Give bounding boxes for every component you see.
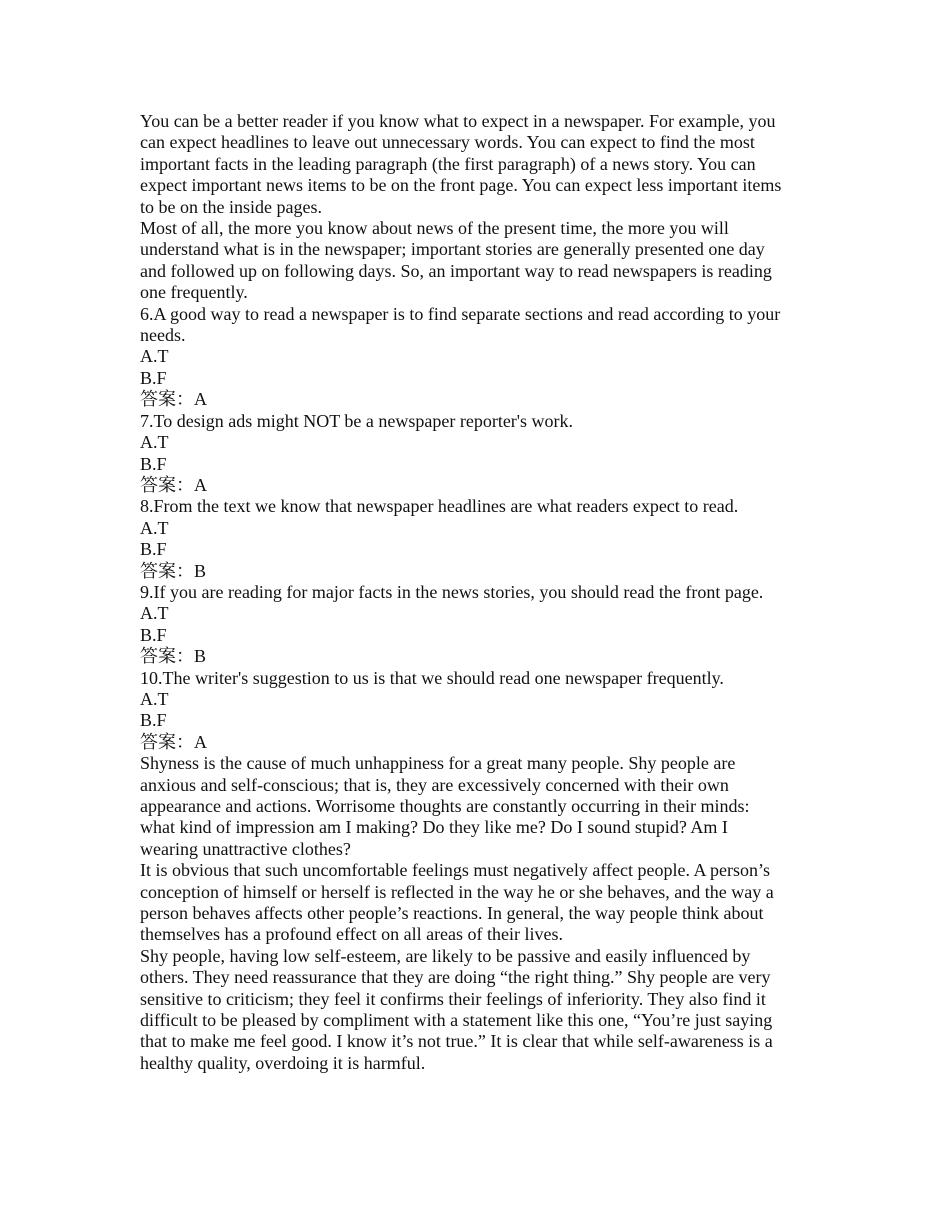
question-7 bbox=[140, 411, 812, 497]
passage-line: healthy quality, overdoing it is harmful. bbox=[140, 1052, 426, 1073]
option-b: B.F bbox=[140, 453, 167, 474]
passage-line: and followed up on following days. So, an important way to read newspapers is reading bbox=[140, 260, 772, 281]
option-a: A.T bbox=[140, 346, 169, 367]
answer-key: 答案：B bbox=[140, 646, 207, 667]
passage-newspaper bbox=[140, 111, 812, 304]
answer-key: 答案：A bbox=[140, 389, 207, 410]
option-b: B.F bbox=[140, 710, 167, 731]
passage-line: anxious and self-conscious; that is, they are excessively concerned with their own bbox=[140, 774, 729, 795]
passage-line: others. They need reassurance that they are doing “the right thing.” Shy people are very bbox=[140, 967, 771, 988]
passage-line: expect important news items to be on the front page. You can expect less important items bbox=[140, 175, 782, 196]
passage-line: wearing unattractive clothes? bbox=[140, 838, 351, 859]
passage-line: difficult to be pleased by compliment with a statement like this one, “You’re just saying bbox=[140, 1010, 773, 1031]
answer-key: 答案：A bbox=[140, 474, 207, 495]
answer-key: 答案：A bbox=[140, 731, 207, 752]
answer-key: 答案：B bbox=[140, 560, 207, 581]
passage-shyness bbox=[140, 753, 812, 1074]
passage-line: Shyness is the cause of much unhappiness for a great many people. Shy people are bbox=[140, 753, 736, 774]
passage-line: appearance and actions. Worrisome thoughts are constantly occurring in their minds: bbox=[140, 796, 750, 816]
passage-line: It is obvious that such uncomfortable feelings must negatively affect people. A person’s bbox=[140, 860, 771, 881]
passage-line: that to make me feel good. I know it’s not true.” It is clear that while self-awareness is a bbox=[140, 1031, 773, 1052]
option-b: B.F bbox=[140, 539, 167, 560]
option-a: A.T bbox=[140, 432, 169, 453]
question-6 bbox=[140, 304, 812, 411]
question-stem: 7.To design ads might NOT be a newspaper reporter's work. bbox=[140, 410, 574, 431]
question-9 bbox=[140, 582, 812, 668]
passage-line: to be on the inside pages. bbox=[140, 196, 322, 217]
document-page bbox=[140, 111, 812, 1074]
passage-line: person behaves affects other people’s reactions. In general, the way people think about bbox=[140, 903, 764, 924]
option-a: A.T bbox=[140, 603, 169, 624]
question-stem: needs. bbox=[140, 325, 186, 346]
passage-line: sensitive to criticism; they feel it confirms their feelings of inferiority. They also find it bbox=[140, 988, 766, 1009]
question-stem: 8.From the text we know that newspaper headlines are what readers expect to read. bbox=[140, 496, 739, 517]
option-b: B.F bbox=[140, 367, 167, 388]
question-10 bbox=[140, 668, 812, 754]
passage-line: conception of himself or herself is reflected in the way he or she behaves, and the way a bbox=[140, 881, 774, 902]
question-8 bbox=[140, 496, 812, 582]
passage-line: themselves has a profound effect on all areas of their lives. bbox=[140, 924, 564, 945]
passage-line: one frequently. bbox=[140, 282, 248, 303]
option-b: B.F bbox=[140, 624, 167, 645]
question-stem: 9.If you are reading for major facts in the news stories, you should read the front page. bbox=[140, 581, 764, 602]
passage-line: what kind of impression am I making? Do they like me? Do I sound stupid? Am I bbox=[140, 817, 728, 838]
question-stem: 6.A good way to read a newspaper is to find separate sections and read according to your bbox=[140, 303, 781, 324]
passage-line: You can be a better reader if you know what to expect in a newspaper. For example, you bbox=[140, 111, 776, 131]
passage-line: Shy people, having low self-esteem, are likely to be passive and easily influenced by bbox=[140, 945, 751, 966]
question-stem: 10.The writer's suggestion to us is that we should read one newspaper frequently. bbox=[140, 667, 724, 688]
passage-line: can expect headlines to leave out unnecessary words. You can expect to find the most bbox=[140, 132, 755, 153]
passage-line: Most of all, the more you know about news of the present time, the more you will bbox=[140, 218, 729, 239]
option-a: A.T bbox=[140, 517, 169, 538]
passage-line: important facts in the leading paragraph (the first paragraph) of a news story. You can bbox=[140, 153, 756, 174]
option-a: A.T bbox=[140, 688, 169, 709]
passage-line: understand what is in the newspaper; important stories are generally presented one day bbox=[140, 239, 765, 260]
